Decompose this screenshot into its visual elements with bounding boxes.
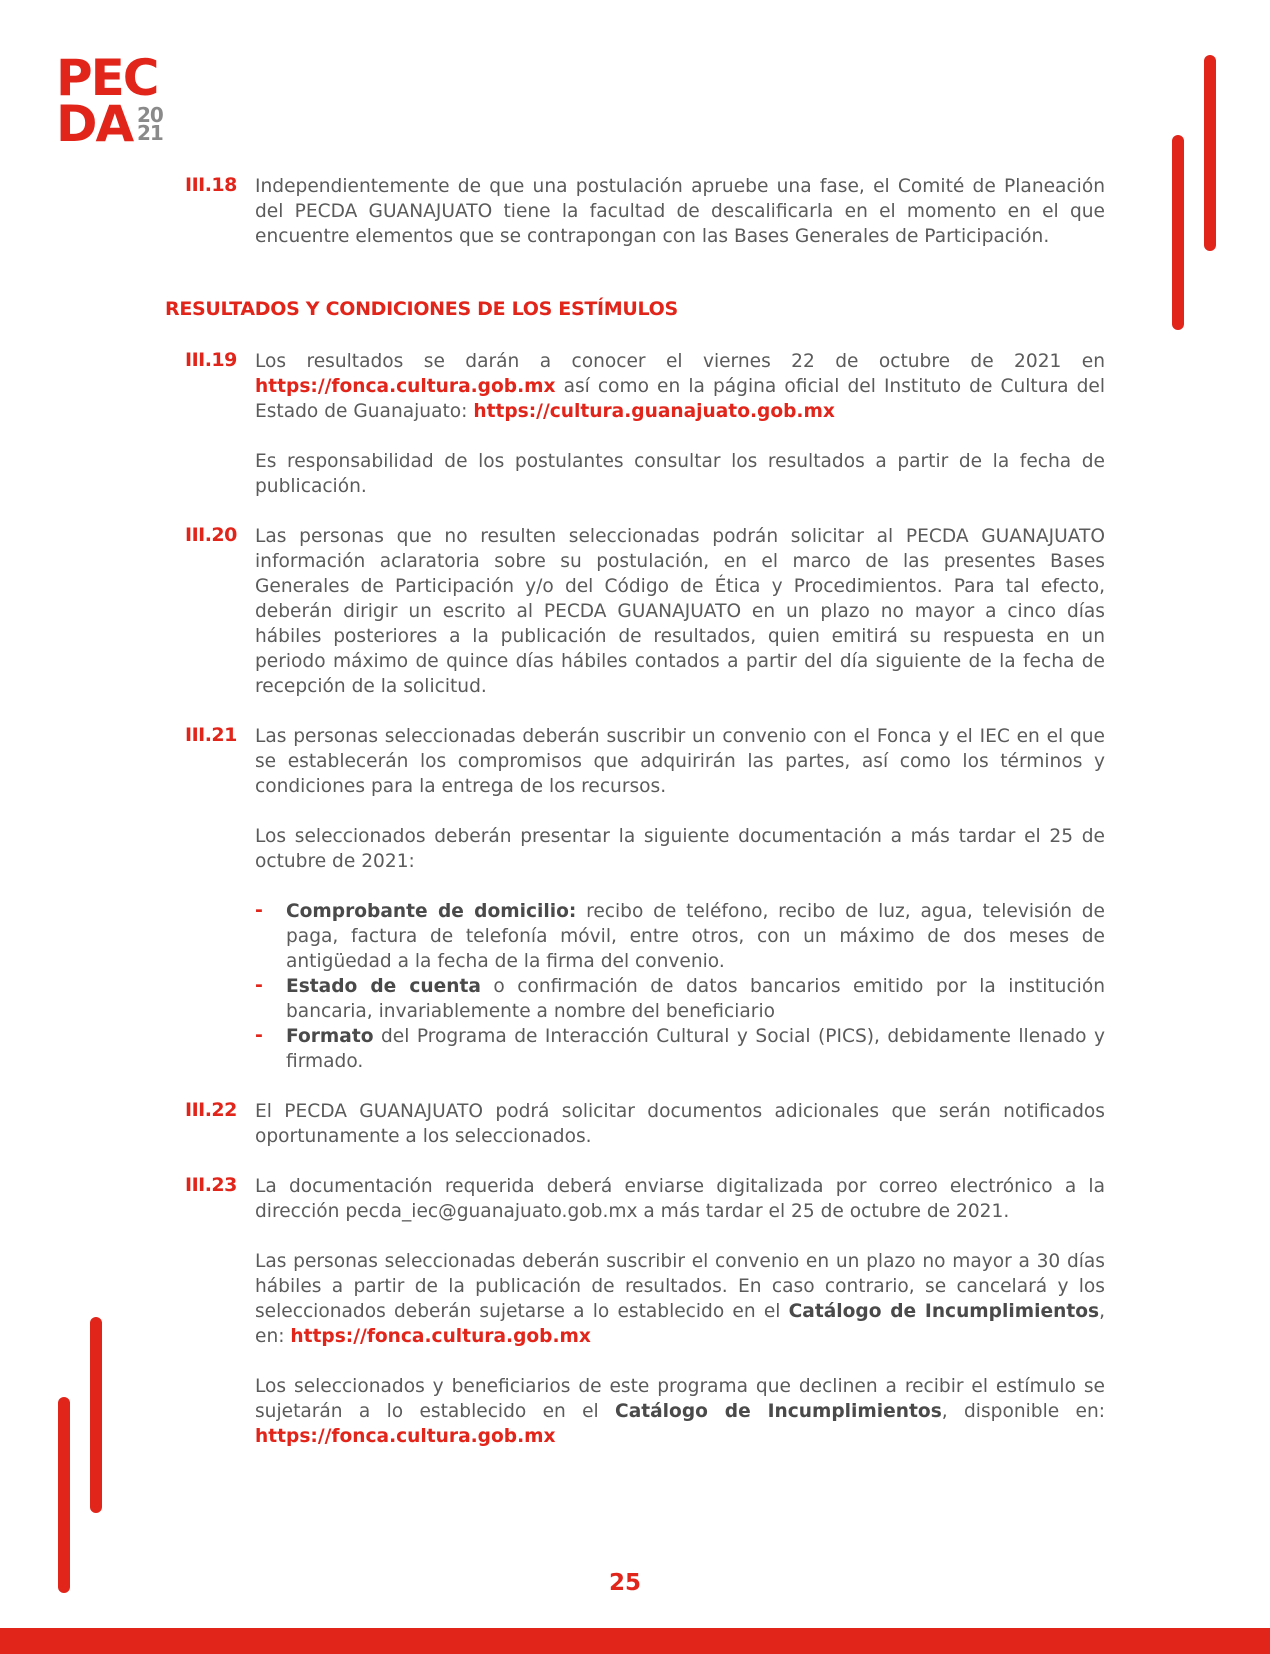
list-item-bold: Estado de cuenta — [286, 976, 481, 997]
clause-text: El PECDA GUANAJUATO podrá solicitar documentos adicionales que serán notificados oportunamente a los seleccionados. — [255, 1101, 1105, 1147]
clause-number: III.23 — [185, 1174, 237, 1196]
list-item-rest: recibo de teléfono, recibo de luz, agua, televisión de paga, factura de telefonía móvil, entre otros, con un máximo de dos meses de antigüedad a la fecha de la firma del convenio. — [286, 901, 1105, 972]
clause-paragraph: Los seleccionados deberán presentar la siguiente documentación a más tardar el 25 de octubre de 2021: — [255, 826, 1105, 872]
section-heading: RESULTADOS Y CONDICIONES DE LOS ESTÍMULOS — [165, 298, 678, 320]
text-fragment: así como en la página oficial del Instituto de Cultura del Estado de Guanajuato: — [255, 376, 1105, 422]
clause-number: III.22 — [185, 1099, 237, 1121]
text-fragment: Las personas seleccionadas deberán suscribir el convenio en un plazo no mayor a 30 días hábiles a partir de la publicación de resultados. En caso contrario, se cancelará y los seleccionados deberán sujetarse a lo establecido en el — [255, 1251, 1105, 1322]
logo-text-da: DA — [56, 95, 133, 153]
page-number: 25 — [608, 1570, 641, 1596]
catalogo-incumplimientos-text: Catálogo de Incumplimientos — [615, 1401, 942, 1422]
list-item-text — [286, 1024, 1105, 1074]
decorative-bar-left-outer — [58, 1397, 70, 1593]
catalogo-incumplimientos-text: Catálogo de Incumplimientos — [788, 1301, 1100, 1322]
text-fragment: , disponible en: — [941, 1401, 1105, 1422]
text-fragment: , en: — [255, 1301, 1105, 1347]
clause-number: III.18 — [185, 174, 237, 196]
clause-text: Las personas seleccionadas deberán suscribir un convenio con el Fonca y el IEC en el que se establecerán los compromisos que adquirirán las partes, así como los términos y condiciones para la entrega de los recursos. — [255, 726, 1105, 797]
clause-text: La documentación requerida deberá enviarse digitalizada por correo electrónico a la dirección pecda_iec@guanajuato.gob.mx a más tardar el 25 de octubre de 2021. — [255, 1176, 1105, 1222]
text-fragment: Los seleccionados y beneficiarios de este programa que declinen a recibir el estímulo se sujetarán a lo establecido en el — [255, 1376, 1105, 1422]
cultura-guanajuato-link[interactable]: https://cultura.guanajuato.gob.mx — [473, 401, 835, 422]
footer-bar — [0, 1628, 1270, 1654]
dash-bullet: - — [255, 899, 263, 921]
list-item-bold: Comprobante de domicilio: — [286, 901, 577, 922]
list-item-text — [286, 974, 1105, 1024]
pecda-logo — [56, 49, 176, 153]
dash-bullet: - — [255, 974, 263, 996]
clause-paragraph — [255, 1374, 1105, 1449]
decorative-bar-right-outer — [1204, 55, 1216, 251]
fonca-link[interactable]: https://fonca.cultura.gob.mx — [255, 1426, 556, 1447]
logo-year-bottom: 21 — [137, 121, 163, 145]
list-item-rest: o confirmación de datos bancarios emitido por la institución bancaria, invariablemente a nombre del beneficiario — [286, 976, 1105, 1022]
clause-number: III.19 — [185, 349, 237, 371]
logo-year-top: 20 — [137, 103, 163, 127]
list-item-text — [286, 899, 1105, 974]
list-item-rest: del Programa de Interacción Cultural y Social (PICS), debidamente llenado y firmado. — [286, 1026, 1105, 1072]
clause-text: Las personas que no resulten seleccionadas podrán solicitar al PECDA GUANAJUATO información aclaratoria sobre su postulación, en el marco de las presentes Bases Generales de Participación y/o del Código de Ética y Procedimientos. Para tal efecto, deberán dirigir un escrito al PECDA GUANAJUATO en un plazo no mayor a cinco días hábiles posteriores a la publicación de resultados, quien emitirá su respuesta en un periodo máximo de quince días hábiles contados a partir del día siguiente de la fecha de recepción de la solicitud. — [255, 526, 1105, 697]
decorative-bar-right-inner — [1172, 135, 1184, 330]
decorative-bar-left-inner — [90, 1317, 102, 1513]
clause-text: Independientemente de que una postulación apruebe una fase, el Comité de Planeación del PECDA GUANAJUATO tiene la facultad de descalificarla en el momento en el que encuentre elementos que se contrapongan con las Bases Generales de Participación. — [255, 176, 1105, 247]
clause-paragraph — [255, 1249, 1105, 1349]
fonca-link[interactable]: https://fonca.cultura.gob.mx — [290, 1326, 591, 1347]
clause-number: III.20 — [185, 524, 237, 546]
dash-bullet: - — [255, 1024, 263, 1046]
logo-text-pec: PEC — [56, 49, 158, 107]
clause-text — [255, 349, 1105, 424]
clause-number: III.21 — [185, 724, 237, 746]
clause-paragraph: Es responsabilidad de los postulantes consultar los resultados a partir de la fecha de publicación. — [255, 451, 1105, 497]
fonca-link[interactable]: https://fonca.cultura.gob.mx — [255, 376, 556, 397]
list-item-bold: Formato — [286, 1026, 374, 1047]
text-fragment: Los resultados se darán a conocer el viernes 22 de octubre de 2021 en — [255, 351, 1105, 372]
